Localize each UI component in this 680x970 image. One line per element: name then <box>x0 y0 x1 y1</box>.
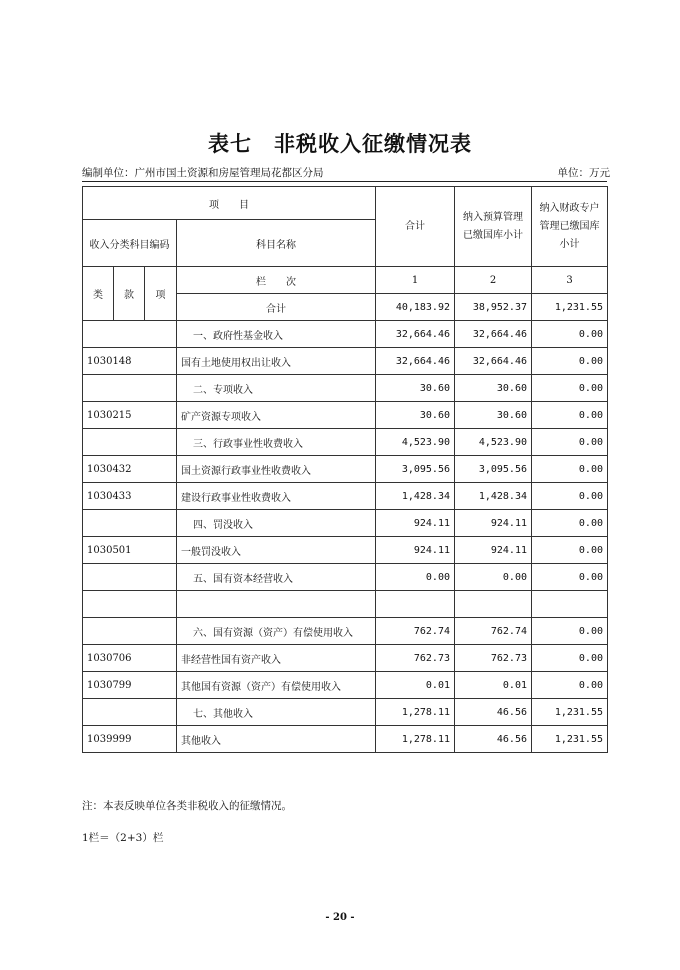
row-code: 1030433 <box>83 483 177 510</box>
row-code <box>83 375 177 402</box>
table-row <box>83 726 608 753</box>
row-budget: 4,523.90 <box>455 429 532 456</box>
row-name: 建设行政事业性收费收入 <box>177 483 376 510</box>
row-special: 0.00 <box>532 321 608 348</box>
row-budget: 46.56 <box>455 726 532 753</box>
row-name: 国有土地使用权出让收入 <box>177 348 376 375</box>
row-budget: 0.00 <box>455 564 532 591</box>
header-subject-name: 科目名称 <box>177 220 376 267</box>
row-code: 1030148 <box>83 348 177 375</box>
row-total: 1,278.11 <box>376 699 455 726</box>
header-kuan: 款 <box>114 267 145 321</box>
row-name: 二、专项收入 <box>177 375 376 402</box>
row-special: 0.00 <box>532 402 608 429</box>
header-lei: 类 <box>83 267 114 321</box>
row-budget: 32,664.46 <box>455 321 532 348</box>
row-budget: 30.60 <box>455 402 532 429</box>
row-total: 32,664.46 <box>376 321 455 348</box>
table-note: 注：本表反映单位各类非税收入的征缴情况。 <box>82 800 292 812</box>
row-special: 1,231.55 <box>532 294 608 321</box>
table-row <box>83 618 608 645</box>
currency-unit: 单位：万元 <box>557 167 610 179</box>
row-name: 五、国有资本经营收入 <box>177 564 376 591</box>
row-total: 924.11 <box>376 510 455 537</box>
row-code <box>83 321 177 348</box>
row-special: 0.00 <box>532 672 608 699</box>
row-name: 一、政府性基金收入 <box>177 321 376 348</box>
row-budget <box>455 591 532 618</box>
table-row <box>83 699 608 726</box>
row-total: 924.11 <box>376 537 455 564</box>
row-special: 0.00 <box>532 510 608 537</box>
row-name: 合计 <box>177 294 376 321</box>
row-name: 六、国有资源（资产）有偿使用收入 <box>177 618 376 645</box>
row-special: 0.00 <box>532 375 608 402</box>
row-total: 762.73 <box>376 645 455 672</box>
table-row <box>83 672 608 699</box>
table-row <box>83 564 608 591</box>
header-col-number: 3 <box>532 267 608 294</box>
row-code <box>83 618 177 645</box>
header-row-3 <box>83 267 608 294</box>
row-total <box>376 591 455 618</box>
row-budget: 30.60 <box>455 375 532 402</box>
header-rule <box>82 181 607 182</box>
row-budget: 46.56 <box>455 699 532 726</box>
header-col-number: 2 <box>455 267 532 294</box>
row-special: 0.00 <box>532 348 608 375</box>
row-total: 3,095.56 <box>376 456 455 483</box>
compiling-unit: 编制单位：广州市国土资源和房屋管理局花都区分局 <box>82 167 324 179</box>
row-name: 矿产资源专项收入 <box>177 402 376 429</box>
row-budget: 0.01 <box>455 672 532 699</box>
row-code <box>83 429 177 456</box>
row-budget: 762.74 <box>455 618 532 645</box>
row-special: 0.00 <box>532 429 608 456</box>
row-code: 1039999 <box>83 726 177 753</box>
header-row-1 <box>83 187 608 220</box>
row-special: 0.00 <box>532 456 608 483</box>
row-total: 30.60 <box>376 375 455 402</box>
table-row <box>83 645 608 672</box>
row-total: 0.01 <box>376 672 455 699</box>
page-number: - 20 - <box>325 912 355 923</box>
row-code: 1030799 <box>83 672 177 699</box>
row-name: 四、罚没收入 <box>177 510 376 537</box>
table-row <box>83 375 608 402</box>
row-code: 1030501 <box>83 537 177 564</box>
row-name: 其他收入 <box>177 726 376 753</box>
row-special: 1,231.55 <box>532 726 608 753</box>
column-formula-note: 1栏＝（2+3）栏 <box>82 832 164 844</box>
page-title: 表七 非税收入征缴情况表 <box>208 131 472 156</box>
row-name: 一般罚没收入 <box>177 537 376 564</box>
row-budget: 924.11 <box>455 537 532 564</box>
row-code <box>83 699 177 726</box>
row-total: 0.00 <box>376 564 455 591</box>
header-xiang: 项 <box>145 267 177 321</box>
header-special: 纳入财政专户管理已缴国库小计 <box>532 187 608 267</box>
header-lanci: 栏 次 <box>177 267 376 294</box>
row-code: 1030706 <box>83 645 177 672</box>
table-row <box>83 537 608 564</box>
row-special <box>532 591 608 618</box>
row-name: 国土资源行政事业性收费收入 <box>177 456 376 483</box>
table-row <box>83 321 608 348</box>
header-item: 项 目 <box>83 187 376 220</box>
row-budget: 38,952.37 <box>455 294 532 321</box>
row-total: 1,428.34 <box>376 483 455 510</box>
row-total: 4,523.90 <box>376 429 455 456</box>
row-special: 0.00 <box>532 537 608 564</box>
header-total: 合计 <box>376 187 455 267</box>
row-special: 0.00 <box>532 645 608 672</box>
row-total: 1,278.11 <box>376 726 455 753</box>
table-row <box>83 456 608 483</box>
row-name <box>177 591 376 618</box>
row-code: 1030432 <box>83 456 177 483</box>
row-special: 0.00 <box>532 564 608 591</box>
row-name: 三、行政事业性收费收入 <box>177 429 376 456</box>
row-special: 0.00 <box>532 618 608 645</box>
row-total: 30.60 <box>376 402 455 429</box>
row-budget: 1,428.34 <box>455 483 532 510</box>
table-row <box>83 402 608 429</box>
header-class-code: 收入分类科目编码 <box>83 220 177 267</box>
table-row <box>83 483 608 510</box>
row-name: 七、其他收入 <box>177 699 376 726</box>
non-tax-revenue-table <box>82 186 608 753</box>
row-total: 762.74 <box>376 618 455 645</box>
row-budget: 924.11 <box>455 510 532 537</box>
row-code <box>83 564 177 591</box>
header-budget: 纳入预算管理已缴国库小计 <box>455 187 532 267</box>
row-code <box>83 591 177 618</box>
header-col-number: 1 <box>376 267 455 294</box>
table-row <box>83 510 608 537</box>
row-name: 非经营性国有资产收入 <box>177 645 376 672</box>
row-total: 32,664.46 <box>376 348 455 375</box>
row-total: 40,183.92 <box>376 294 455 321</box>
row-budget: 762.73 <box>455 645 532 672</box>
row-special: 0.00 <box>532 483 608 510</box>
row-code <box>83 510 177 537</box>
row-budget: 32,664.46 <box>455 348 532 375</box>
row-special: 1,231.55 <box>532 699 608 726</box>
row-code: 1030215 <box>83 402 177 429</box>
row-budget: 3,095.56 <box>455 456 532 483</box>
table-row <box>83 429 608 456</box>
row-name: 其他国有资源（资产）有偿使用收入 <box>177 672 376 699</box>
table-row <box>83 348 608 375</box>
table-row <box>83 591 608 618</box>
